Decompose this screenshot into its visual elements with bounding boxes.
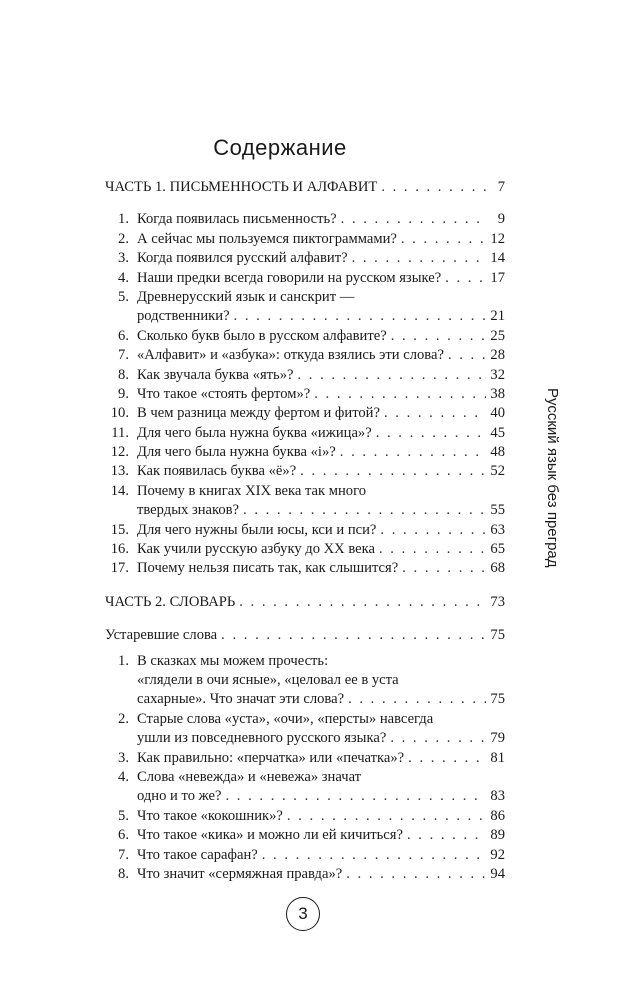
toc-part-1[interactable] [105, 178, 505, 197]
toc-entry-title: Слова «невежда» и «невежа» значат [137, 768, 362, 785]
toc-entry-line[interactable] [105, 671, 505, 690]
toc-part-2-page: 73 [490, 593, 505, 610]
leader-dots [407, 826, 486, 845]
leader-dots [226, 787, 487, 806]
page-title: Содержание [213, 135, 347, 160]
toc-entry-line[interactable] [105, 710, 505, 729]
toc-entry-title: В чем разница между фертом и фитой? [137, 405, 380, 422]
toc-entry-title: Для чего нужны были юсы, кси и пси? [137, 521, 377, 538]
leader-dots [287, 807, 486, 826]
leader-dots [384, 404, 486, 423]
toc-entry-number: 7. [118, 846, 129, 863]
toc-entry-number: 3. [118, 250, 129, 267]
toc-entry-line[interactable] [105, 768, 505, 787]
toc-entry-title: Что такое «кокошник»? [137, 807, 283, 824]
toc-entry-page: 38 [490, 385, 505, 402]
toc-entry-line[interactable] [105, 385, 505, 404]
toc-entry-page: 45 [490, 424, 505, 441]
toc-entry-title: Наши предки всегда говорили на русском языке? [137, 269, 442, 286]
leader-dots [300, 462, 486, 481]
toc-entry-title: Когда появился русский алфавит? [137, 250, 348, 267]
toc-entry-title: Сколько букв было в русском алфавите? [137, 327, 387, 344]
toc-entry-number: 3. [118, 749, 129, 766]
toc-entry-page: 63 [490, 521, 505, 538]
toc-entry-line[interactable] [105, 846, 505, 865]
toc-entry-title: «Алфавит» и «азбука»: откуда взялись эти слова? [137, 347, 444, 364]
toc-entry-line[interactable] [105, 807, 505, 826]
toc-part-1-list [105, 210, 505, 578]
toc-entry-line[interactable] [105, 749, 505, 768]
toc-section-obsolete-words[interactable] [105, 626, 505, 645]
page-number-badge [286, 897, 320, 931]
toc-part-1-title: ЧАСТЬ 1. ПИСЬМЕННОСТЬ И АЛФАВИТ [105, 179, 378, 195]
toc-entry-number: 4. [118, 768, 129, 785]
leader-dots [445, 269, 486, 288]
leader-dots [262, 846, 487, 865]
toc-entry-number: 6. [118, 327, 129, 344]
toc-entry-number: 1. [118, 211, 129, 228]
toc-entry-line[interactable] [105, 462, 505, 481]
toc-entry-line[interactable] [105, 288, 505, 307]
toc-entry-line[interactable] [105, 443, 505, 462]
toc-part-1-page: 7 [497, 179, 505, 195]
toc-entry-page: 40 [490, 405, 505, 422]
toc-entry-line[interactable] [105, 501, 505, 520]
toc-entry-title: Как правильно: «перчатка» или «печатка»? [137, 749, 405, 766]
toc-entry-page: 21 [490, 308, 505, 325]
toc-entry-title: Что такое «стоять фертом»? [137, 385, 311, 402]
toc-entry-page: 79 [490, 730, 505, 747]
toc-entry-line[interactable] [105, 424, 505, 443]
toc-entry-line[interactable] [105, 269, 505, 288]
leader-dots [408, 749, 486, 768]
toc-entry-line[interactable] [105, 787, 505, 806]
toc-part-2-list [105, 652, 505, 885]
toc-entry-page: 86 [490, 807, 505, 824]
toc-entry-line[interactable] [105, 404, 505, 423]
toc-entry-number: 8. [118, 865, 129, 882]
toc-entry-number: 10. [110, 405, 129, 422]
toc-entry-title: Почему нельзя писать так, как слышится? [137, 560, 399, 577]
toc-entry-page: 14 [490, 250, 505, 267]
page-number: 3 [298, 904, 308, 923]
toc-entry-page: 65 [490, 541, 505, 558]
leader-dots [376, 424, 487, 443]
toc-entry-number: 9. [118, 385, 129, 402]
toc-entry-page: 94 [490, 865, 505, 882]
toc-entry-title: Как появилась буква «ё»? [137, 463, 297, 480]
leader-dots [381, 178, 487, 197]
toc-entry-page: 28 [490, 347, 505, 364]
toc-entry-page: 83 [490, 788, 505, 805]
toc-entry-page: 17 [490, 269, 505, 286]
toc-entry-number: 12. [110, 444, 129, 461]
toc-entry-number: 14. [110, 482, 129, 499]
leader-dots [401, 230, 487, 249]
toc-entry-title: одно и то же? [137, 788, 222, 805]
toc-entry-line[interactable] [105, 346, 505, 365]
leader-dots [379, 540, 486, 559]
toc-entry-line[interactable] [105, 249, 505, 268]
leader-dots [297, 366, 486, 385]
toc-entry-number: 4. [118, 269, 129, 286]
toc-entry-title: Когда появилась письменность? [137, 211, 337, 228]
toc-entry-page: 52 [490, 463, 505, 480]
toc-entry-line[interactable] [105, 652, 505, 671]
toc-entry-title: Что значит «сермяжная правда»? [137, 865, 343, 882]
running-head-vertical: Русский язык без преград [544, 388, 561, 568]
toc-entry-title: родственники? [137, 308, 230, 325]
toc-entry-line[interactable] [105, 559, 505, 578]
leader-dots [234, 307, 487, 326]
toc-entry-number: 13. [110, 463, 129, 480]
toc-entry-line[interactable] [105, 690, 505, 709]
toc-entry-page: 48 [490, 444, 505, 461]
toc-entry-number: 1. [118, 652, 129, 669]
leader-dots [221, 626, 486, 645]
toc-entry-number: 2. [118, 710, 129, 727]
toc-entry-number: 6. [118, 827, 129, 844]
toc-entry-title: А сейчас мы пользуемся пиктограммами? [137, 230, 397, 247]
toc-entry-page: 12 [490, 230, 505, 247]
leader-dots [390, 729, 486, 748]
toc-entry-page: 32 [490, 366, 505, 383]
toc-entry-line[interactable] [105, 366, 505, 385]
leader-dots [448, 346, 486, 365]
leader-dots [402, 559, 486, 578]
toc-entry-number: 16. [110, 541, 129, 558]
toc-entry-number: 11. [111, 424, 129, 441]
toc-entry-number: 15. [110, 521, 129, 538]
toc-section-title: Устаревшие слова [105, 627, 218, 644]
toc-entry-page: 9 [497, 211, 505, 228]
toc-entry-line[interactable] [105, 729, 505, 748]
toc-part-2-title: ЧАСТЬ 2. СЛОВАРЬ [105, 593, 236, 610]
toc-entry-title: сахарные». Что значат эти слова? [137, 691, 345, 708]
toc-entry-title: Древнерусский язык и санскрит — [137, 288, 355, 305]
toc-entry-line[interactable] [105, 307, 505, 326]
toc-entry-number: 17. [110, 560, 129, 577]
toc-entry-number: 7. [118, 347, 129, 364]
leader-dots [341, 210, 487, 229]
toc-entry-title: В сказках мы можем прочесть: [137, 652, 329, 669]
leader-dots [352, 249, 487, 268]
toc-entry-line[interactable] [105, 230, 505, 249]
leader-dots [348, 690, 486, 709]
toc-entry-title: Почему в книгах XIX века так много [137, 482, 367, 499]
toc-section-page: 75 [490, 627, 505, 644]
toc-entry-page: 75 [490, 691, 505, 708]
toc-entry-page: 89 [490, 827, 505, 844]
toc-part-2[interactable] [105, 593, 505, 612]
toc-entry-page: 92 [490, 846, 505, 863]
toc-entry-title: Для чего была нужна буква «і»? [137, 444, 336, 461]
toc-entry-title: «глядели в очи ясные», «целовал ее в уста [137, 671, 399, 688]
toc-entry-number: 2. [118, 230, 129, 247]
toc-entry-title: Старые слова «уста», «очи», «персты» навсегда [137, 710, 434, 727]
toc-entry-page: 55 [490, 502, 505, 519]
toc-entry-title: Что такое сарафан? [137, 846, 258, 863]
toc-entry-page: 68 [490, 560, 505, 577]
toc-entry-line[interactable] [105, 826, 505, 845]
leader-dots [346, 865, 486, 884]
toc-entry-title: Что такое «кика» и можно ли ей кичиться? [137, 827, 403, 844]
toc-entry-title: Как учили русскую азбуку до XX века [137, 541, 375, 558]
toc-entry-line[interactable] [105, 521, 505, 540]
toc-entry-title: Для чего была нужна буква «ижица»? [137, 424, 372, 441]
toc-entry-number: 8. [118, 366, 129, 383]
leader-dots [340, 443, 487, 462]
toc-entry-line[interactable] [105, 210, 505, 229]
leader-dots [243, 501, 486, 520]
toc-entry-number: 5. [118, 288, 129, 305]
toc-entry-title: ушли из повседневного русского языка? [137, 730, 387, 747]
toc-entry-title: Как звучала буква «ять»? [137, 366, 294, 383]
toc-entry-page: 25 [490, 327, 505, 344]
toc-entry-line[interactable] [105, 482, 505, 501]
toc-entry-title: твердых знаков? [137, 502, 240, 519]
leader-dots [391, 327, 487, 346]
toc-entry-number: 5. [118, 807, 129, 824]
leader-dots [380, 521, 486, 540]
leader-dots [314, 385, 486, 404]
leader-dots [239, 593, 486, 612]
toc-entry-page: 81 [490, 749, 505, 766]
toc-entry-line[interactable] [105, 540, 505, 559]
toc-entry-line[interactable] [105, 865, 505, 884]
toc-entry-line[interactable] [105, 327, 505, 346]
table-of-contents [105, 178, 505, 884]
